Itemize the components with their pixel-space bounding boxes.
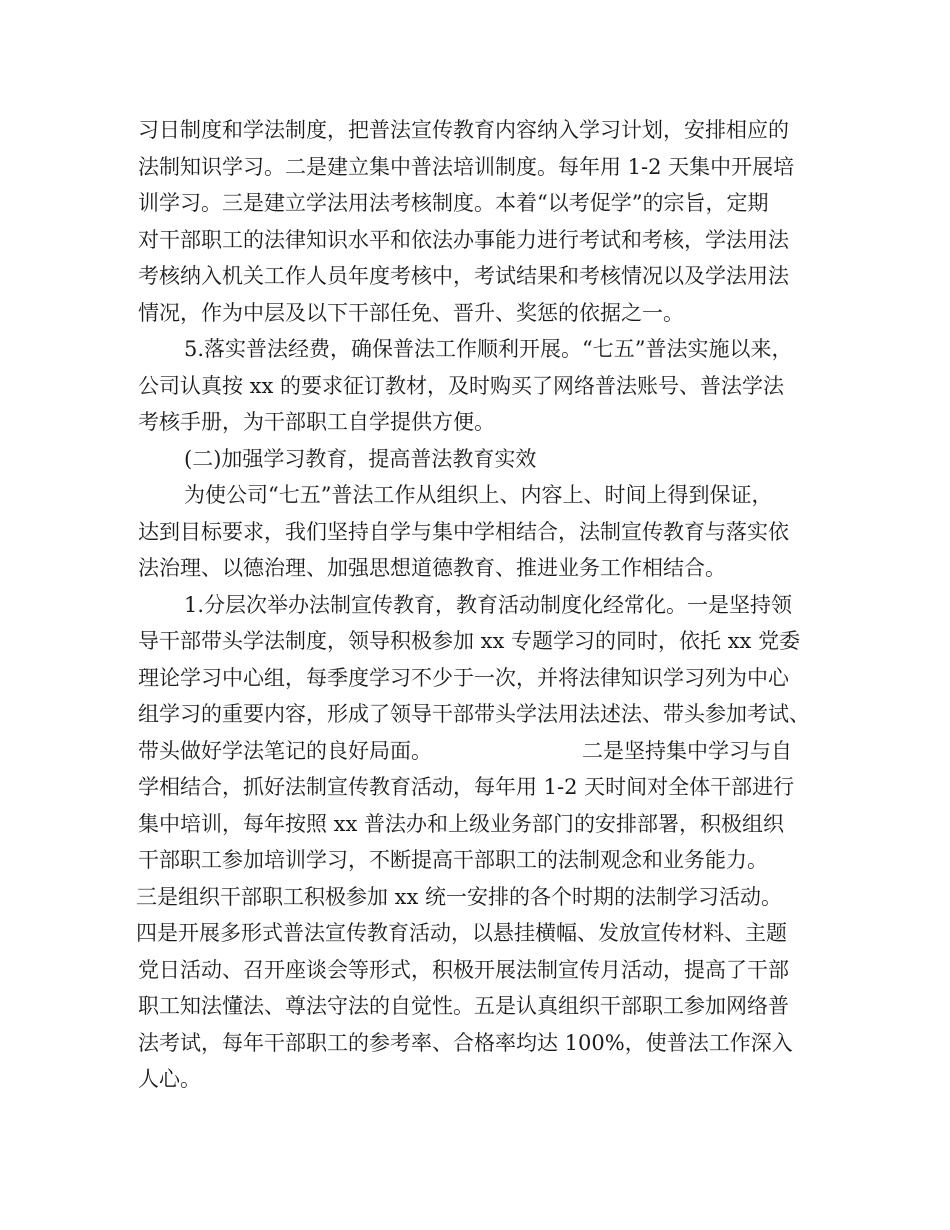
text-line: 法制知识学习。二是建立集中普法培训制度。每年用 1-2 天集中开展培 <box>138 154 795 179</box>
paragraph-start-line: 1.分层次举办法制宣传教育，教育活动制度化经常化。一是坚持领 <box>184 592 793 617</box>
text-line: 考核手册，为干部职工自学提供方便。 <box>138 410 495 434</box>
text-line: 党日活动、召开座谈会等形式，积极开展法制宣传月活动，提高了干部 <box>138 957 789 982</box>
text-line: 习日制度和学法制度，把普法宣传教育内容纳入学习计划，安排相应的 <box>138 118 789 142</box>
text-line: 三是组织干部职工积极参加 xx 统一安排的各个时期的法制学习活动。 <box>136 884 783 909</box>
text-line: 理论学习中心组，每季度学习不少于一次，并将法律知识学习列为中心 <box>138 665 789 690</box>
text-line: 公司认真按 xx 的要求征订教材，及时购买了网络普法账号、普法学法 <box>138 373 785 398</box>
text-line: 人心。 <box>138 1067 201 1091</box>
text-line: 导干部带头学法制度，领导积极参加 xx 专题学习的同时，依托 xx 党委 <box>138 629 801 653</box>
text-segment: 二是坚持集中学习与自 <box>582 738 792 763</box>
paragraph-start-line: 5.落实普法经费，确保普法工作顺利开展。“七五”普法实施以来， <box>184 337 793 361</box>
text-line: 法考试，每年干部职工的参考率、合格率均达 100%，使普法工作深入 <box>138 1030 793 1055</box>
text-line: 干部职工参加培训学习，不断提高干部职工的法制观念和业务能力。 <box>138 848 768 872</box>
paragraph-start-line: 为使公司“七五”普法工作从组织上、内容上、时间上得到保证， <box>184 483 773 507</box>
text-line <box>138 733 828 770</box>
text-line: 考核纳入机关工作人员年度考核中，考试结果和考核情况以及学法用法 <box>138 264 789 288</box>
text-segment: 带头做好学法笔记的良好局面。 <box>138 738 432 763</box>
text-line: 情况，作为中层及以下干部任免、晋升、奖惩的依据之一。 <box>138 300 684 325</box>
text-line: 训学习。三是建立学法用法考核制度。本着“以考促学”的宗旨，定期 <box>138 191 769 215</box>
text-line: 法治理、以德治理、加强思想道德教育、推进业务工作相结合。 <box>138 556 726 580</box>
text-line: 组学习的重要内容，形成了领导干部带头学法用法述法、带头参加考试、 <box>138 702 810 726</box>
text-line: 对干部职工的法律知识水平和依法办事能力进行考试和考核，学法用法 <box>138 227 789 252</box>
text-line: 四是开展多形式普法宣传教育活动，以悬挂横幅、发放宣传材料、主题 <box>136 921 787 945</box>
text-line: 学相结合，抓好法制宣传教育活动，每年用 1-2 天时间对全体干部进行 <box>138 775 795 799</box>
text-line: 达到目标要求，我们坚持自学与集中学相结合，法制宣传教育与落实依 <box>138 519 789 544</box>
text-line: 集中培训，每年按照 xx 普法办和上级业务部门的安排部署，积极组织 <box>138 811 785 836</box>
section-heading: (二)加强学习教育，提高普法教育实效 <box>184 446 537 471</box>
text-line: 职工知法懂法、尊法守法的自觉性。五是认真组织干部职工参加网络普 <box>138 994 789 1018</box>
body-text <box>138 112 828 1098</box>
